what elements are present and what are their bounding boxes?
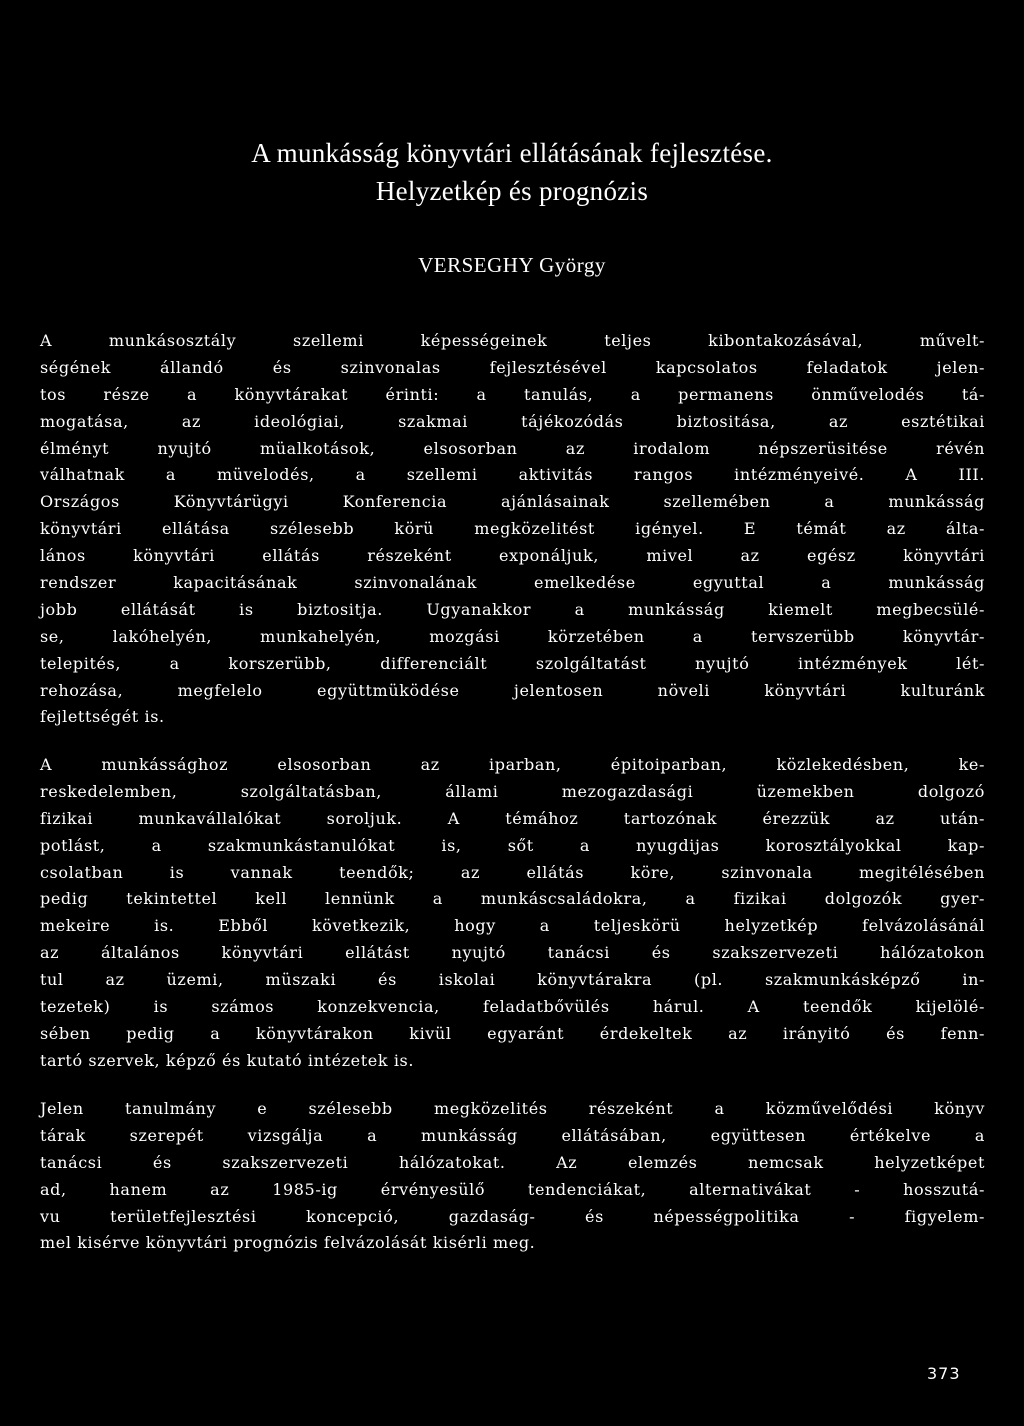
text-line: mekeire is. Ebből következik, hogy a teljeskörü helyzetkép felvázolásánál — [40, 916, 985, 936]
text-line: potlást, a szakmunkástanulókat is, sőt a nyugdijas korosztályokkal kap- — [40, 835, 985, 855]
text-line: mogatása, az ideológiai, szakmai tájékozódás biztositása, az esztétikai — [40, 411, 985, 431]
page-subtitle: Helyzetkép és prognózis — [375, 176, 649, 206]
text-line: ad, hanem az 1985-ig érvényesülő tendenciákat, alternativákat - hosszutá- — [40, 1179, 985, 1199]
page-title: A munkásság könyvtári ellátásának fejlesztése. — [251, 138, 773, 168]
text-line: tárak szerepét vizsgálja a munkásság ellátásában, együttesen értékelve a — [40, 1125, 985, 1145]
text-line: lános könyvtári ellátás részeként exponáljuk, mivel az egész könyvtári — [40, 546, 985, 566]
text-line: fizikai munkavállalókat soroljuk. A témához tartozónak érezzük az után- — [40, 808, 985, 828]
text-line: tos része a könyvtárakat érinti: a tanulás, a permanens önművelodés tá- — [40, 384, 985, 404]
text-line: telepités, a korszerübb, differenciált szolgáltatást nyujtó intézmények lét- — [40, 653, 985, 673]
text-line: tul az üzemi, müszaki és iskolai könyvtárakra (pl. szakmunkásképző in- — [40, 970, 985, 990]
page-number: 373 — [927, 1364, 961, 1383]
text-line: rehozása, megfelelo együttmüködése jelentosen növeli könyvtári kulturánk — [40, 680, 985, 700]
text-line: az általános könyvtári ellátást nyujtó tanácsi és szakszervezeti hálózatokon — [40, 943, 985, 963]
paragraph-introduction — [40, 328, 985, 731]
text-line: válhatnak a müvelodés, a szellemi aktivitás rangos intézményeivé. A III. — [40, 465, 985, 485]
text-line: sében pedig a könyvtárakon kivül egyaránt érdekeltek az irányitó és fenn- — [40, 1023, 985, 1043]
text-line: tartó szervek, képző és kutató intézetek is. — [40, 1050, 415, 1070]
paragraph-scope — [40, 752, 985, 1075]
text-line: reskedelemben, szolgáltatásban, állami mezogazdasági üzemekben dolgozó — [40, 781, 985, 801]
text-line: könyvtári ellátása szélesebb körü megközelitést igényel. E témát az álta- — [40, 519, 985, 539]
text-line: csolatban is vannak teendők; az ellátás köre, szinvonala megitélésében — [40, 862, 985, 882]
paragraph-study-aim — [40, 1096, 985, 1257]
author-name: VERSEGHY György — [418, 253, 606, 277]
text-line: Jelen tanulmány e szélesebb megközelités részeként a közművelődési könyv — [40, 1099, 985, 1118]
text-line: tezetek) is számos konzekvencia, feladatbővülés hárul. A teendők kijelölé- — [40, 997, 985, 1017]
text-line: se, lakóhelyén, munkahelyén, mozgási körzetében a tervszerübb könyvtár- — [40, 626, 985, 646]
text-line: Országos Könyvtárügyi Konferencia ajánlásainak szellemében a munkásság — [40, 492, 985, 512]
text-line: jobb ellátását is biztositja. Ugyanakkor a munkásság kiemelt megbecsülé- — [40, 599, 985, 619]
text-line: tanácsi és szakszervezeti hálózatokat. Az elemzés nemcsak helyzetképet — [40, 1152, 985, 1172]
text-line: élményt nyujtó müalkotások, elsosorban az irodalom népszerüsitése révén — [40, 438, 985, 458]
text-line: fejlettségét is. — [40, 707, 165, 727]
text-line: mel kisérve könyvtári prognózis felvázolását kisérli meg. — [40, 1233, 536, 1253]
text-line: vu területfejlesztési koncepció, gazdaság- és népességpolitika - figyelem- — [40, 1206, 985, 1226]
text-line: A munkásosztály szellemi képességeinek teljes kibontakozásával, művelt- — [40, 331, 985, 350]
text-line: rendszer kapacitásának szinvonalának emelkedése egyuttal a munkásság — [40, 573, 985, 593]
text-line: ségének állandó és szinvonalas fejlesztésével kapcsolatos feladatok jelen- — [40, 357, 985, 377]
text-line: A munkássághoz elsosorban az iparban, épitoiparban, közlekedésben, ke- — [40, 755, 985, 774]
text-line: pedig tekintettel kell lennünk a munkáscsaládokra, a fizikai dolgozók gyer- — [40, 889, 985, 909]
